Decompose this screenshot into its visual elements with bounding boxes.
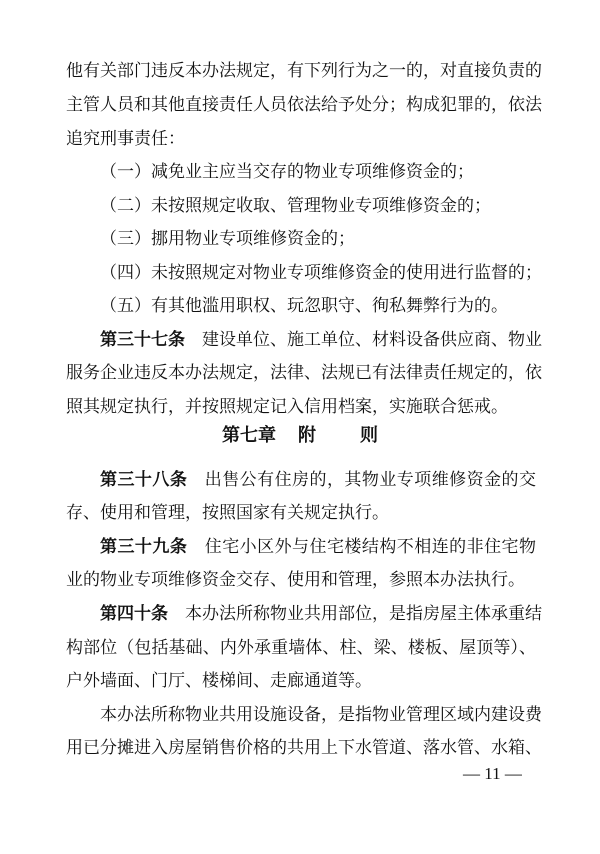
list-item: （五）有其他滥用职权、玩忽职守、徇私舞弊行为的。 xyxy=(100,296,508,316)
chapter-title-part: 则 xyxy=(360,425,378,446)
text-line: 追究刑事责任： xyxy=(66,129,185,149)
text-line: 他有关部门违反本办法规定，有下列行为之一的，对直接负责的 xyxy=(66,61,542,81)
text-line: 构部位（包括基础、内外承重墙体、柱、梁、楼板、屋顶等）、 xyxy=(66,638,536,658)
article-label: 第三十八条 xyxy=(100,470,188,490)
text-line: 存、使用和管理，按照国家有关规定执行。 xyxy=(66,503,389,523)
list-item: （三）挪用物业专项维修资金的； xyxy=(100,229,355,249)
chapter-title-part: 附 xyxy=(298,425,316,446)
article-text: 本办法所称物业共用部位，是指房屋主体承重结 xyxy=(185,604,542,624)
article-text: 出售公有住房的，其物业专项维修资金的交 xyxy=(204,470,537,490)
text-line: 用已分摊进入房屋销售价格的共用上下水管道、落水管、水箱、 xyxy=(66,738,542,758)
text-line: 业的物业专项维修资金交存、使用和管理，参照本办法执行。 xyxy=(66,570,525,590)
list-item: （四）未按照规定对物业专项维修资金的使用进行监督的； xyxy=(100,263,542,283)
text-line: 主管人员和其他直接责任人员依法给予处分；构成犯罪的，依法 xyxy=(66,95,542,115)
article-label: 第三十七条 xyxy=(100,330,185,350)
text-line: 本办法所称物业共用设施设备，是指物业管理区域内建设费 xyxy=(100,705,542,725)
article-label: 第四十条 xyxy=(100,604,168,624)
article-40-line xyxy=(100,604,542,624)
article-38-line xyxy=(100,470,536,490)
list-item: （一）减免业主应当交存的物业专项维修资金的； xyxy=(100,162,474,182)
article-text: 建设单位、施工单位、材料设备供应商、物业 xyxy=(202,330,542,350)
page-number: — 11 — xyxy=(463,764,522,783)
text-line: 户外墙面、门厅、楼梯间、走廊通道等。 xyxy=(66,671,372,691)
text-line: 照其规定执行，并按照规定记入信用档案，实施联合惩戒。 xyxy=(66,397,508,417)
chapter-number: 第七章 xyxy=(222,425,276,446)
list-item: （二）未按照规定收取、管理物业专项维修资金的； xyxy=(100,196,491,216)
text-line: 服务企业违反本办法规定，法律、法规已有法律责任规定的，依 xyxy=(66,363,542,383)
article-37-line xyxy=(100,330,542,350)
chapter-heading xyxy=(0,425,600,447)
article-text: 住宅小区外与住宅楼结构不相连的非住宅物 xyxy=(204,537,537,557)
article-label: 第三十九条 xyxy=(100,537,188,557)
article-39-line xyxy=(100,537,536,557)
